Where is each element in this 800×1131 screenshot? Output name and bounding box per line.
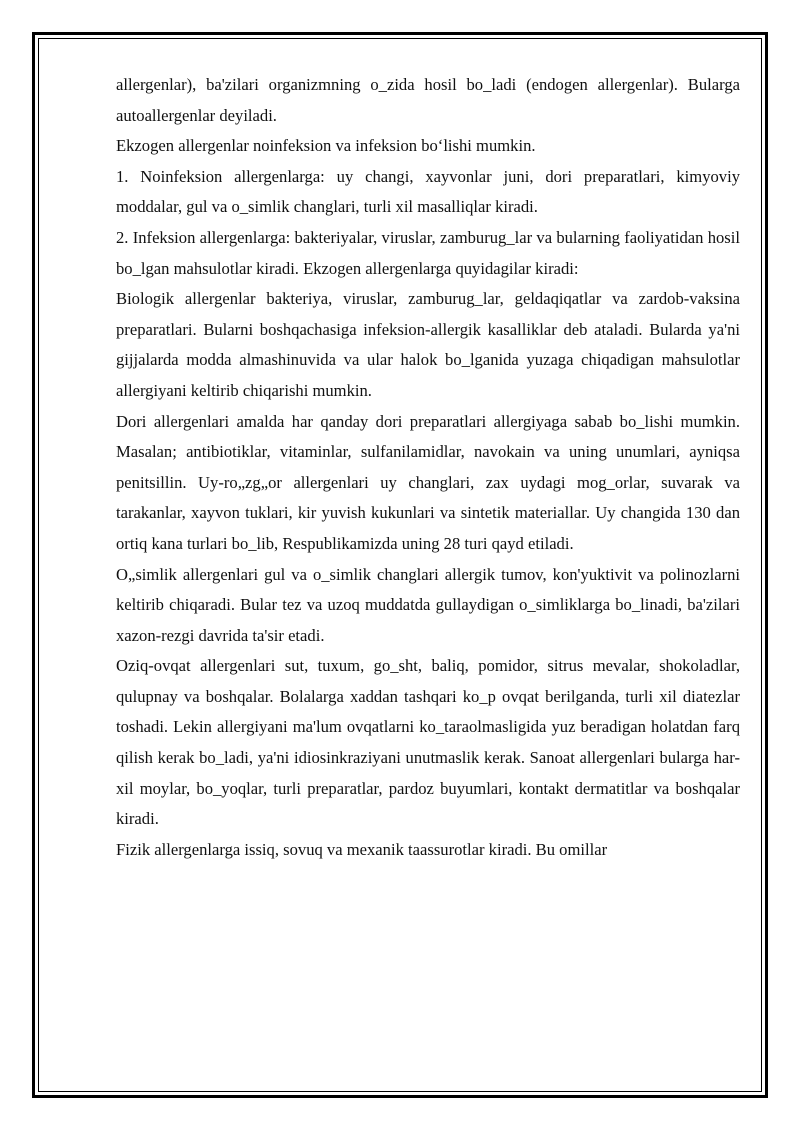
paragraph: Ekzogen allergenlar noinfeksion va infeksion boʻlishi mumkin.	[116, 136, 536, 156]
paragraph: Biologik allergenlar bakteriya, viruslar, zamburug_lar, geldaqiqatlar va zardob-vaksina preparatlari. Bularni boshqachasiga infeksion-allergik kasalliklar deb ataladi. Bularda ya'ni gijjalarda modda almashinuvida va ular halok bo_lganida yuzaga chiqadigan mahsulotlar allergiyani keltirib chiqarishi mumkin.	[116, 289, 740, 400]
document-body	[116, 70, 740, 865]
paragraph: Fizik allergenlarga issiq, sovuq va mexanik taassurotlar kiradi. Bu omillar	[116, 839, 608, 859]
paragraph: Oziq-ovqat allergenlari sut, tuxum, go_sht, baliq, pomidor, sitrus mevalar, shokoladlar, qulupnay va boshqalar. Bolalarga xaddan tashqari ko_p ovqat berilganda, turli xil diatezlar toshadi. Lekin allergiyani ma'lum ovqatlarni ko_taraolmasligida yuz beradigan holatdan farq qilish kerak bo_ladi, ya'ni idiosinkraziyani unutmaslik kerak. Sanoat allergenlari bularga har-xil moylar, bo_yoqlar, turli preparatlar, pardoz buyumlari, kontakt dermatitlar va boshqalar kiradi.	[116, 656, 740, 829]
paragraph: allergenlar), ba'zilari organizmning o_zida hosil bo_ladi (endogen allergenlar). Bularga autoallergenlar deyiladi.	[116, 75, 740, 125]
paragraph: O„simlik allergenlari gul va o_simlik changlari allergik tumov, kon'yuktivit va polinozlarni keltirib chiqaradi. Bular tez va uzoq muddatda gullaydigan o_simliklarga bo_linadi, ba'zilari xazon-rezgi davrida ta'sir etadi.	[116, 564, 740, 645]
paragraph: Dori allergenlari amalda har qanday dori preparatlari allergiyaga sabab bo_lishi mumkin. Masalan; antibiotiklar, vitaminlar, sulfanilamidlar, navokain va uning unumlari, ayniqsa penitsillin. Uy-ro„zg„or allergenlari uy changlari, zax uydagi mog_orlar, suvarak va tarakanlar, xayvon tuklari, kir yuvish kukunlari va sintetik materiallar. Uy changida 130 dan ortiq kana turlari bo_lib, Respublikamizda uning 28 turi qayd etiladi.	[116, 411, 740, 553]
paragraph: 2. Infeksion allergenlarga: bakteriyalar, viruslar, zamburug_lar va bularning faoliyatidan hosil bo_lgan mahsulotlar kiradi. Ekzogen allergenlarga quyidagilar kiradi:	[116, 227, 740, 278]
paragraph: 1. Noinfeksion allergenlarga: uy changi, xayvonlar juni, dori preparatlari, kimyoviy moddalar, gul va o_simlik changlari, turli xil masalliqlar kiradi.	[116, 166, 740, 217]
